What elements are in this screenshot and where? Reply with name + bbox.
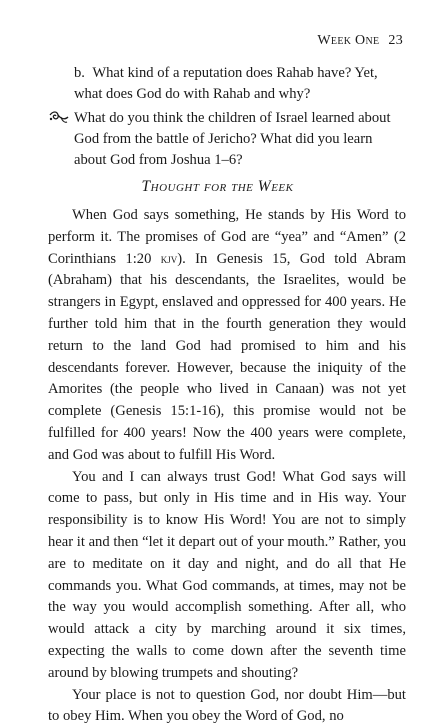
paragraph-3: Your place is not to question God, nor doubt Him—but to obey Him. When you obey the Word of God, no bbox=[48, 686, 406, 725]
question-fleuron-text: What do you think the children of Israel learned about God from the battle of Jericho? What did you learn about God from Joshua 1–6? bbox=[74, 110, 391, 168]
paragraph-1-part-1: When God says something, He stands by His Word to perform it. The promises of God are “yea” and “Amen” (2 Corinthians 1:20 bbox=[48, 207, 406, 267]
paragraph-2: You and I can always trust God! What God says will come to pass, but only in His time and in His way. Your responsibility is to know His Word! You are not to simply hear it and then “let it depart out of your mouth.” Rather, you are to meditate on it day and night, and do all that He commands you. What God commands, at times, may not be the way you would accomplish something. After all, who would attack a city by marching around it six times, expecting the walls to come down after the seventh time around by blowing trumpets and shouting? bbox=[48, 468, 406, 681]
body-text bbox=[48, 205, 406, 728]
paragraph-1-part-2: ). In Genesis 15, God told Abram (Abraham) that his descendants, the Israelites, would be strangers in Egypt, enslaved and oppressed for 400 years. He further told him that in the fourth generation they would return to the land God had promised to him and his descendants forever. However, because the iniquity of the Amorites (the people who lived in Canaan) was not yet complete (Genesis 15:1-16), this promise would not be fulfilled for 400 years! Now the 400 years were complete, and God was about to fulfill His Word. bbox=[48, 250, 406, 463]
question-b-text: What kind of a reputation does Rahab have? Yet, what does God do with Rahab and why? bbox=[74, 65, 378, 102]
fleuron-icon bbox=[49, 110, 69, 124]
kjv-abbreviation: kjv bbox=[160, 251, 178, 266]
question-marker: b. bbox=[74, 65, 85, 81]
paragraph-1 bbox=[48, 205, 406, 467]
question-fleuron bbox=[74, 108, 406, 171]
question-b bbox=[74, 63, 406, 105]
running-header bbox=[317, 33, 403, 49]
week-label: Week One bbox=[317, 33, 380, 48]
page-number: 23 bbox=[388, 33, 403, 48]
section-heading: Thought for the Week bbox=[141, 178, 294, 195]
